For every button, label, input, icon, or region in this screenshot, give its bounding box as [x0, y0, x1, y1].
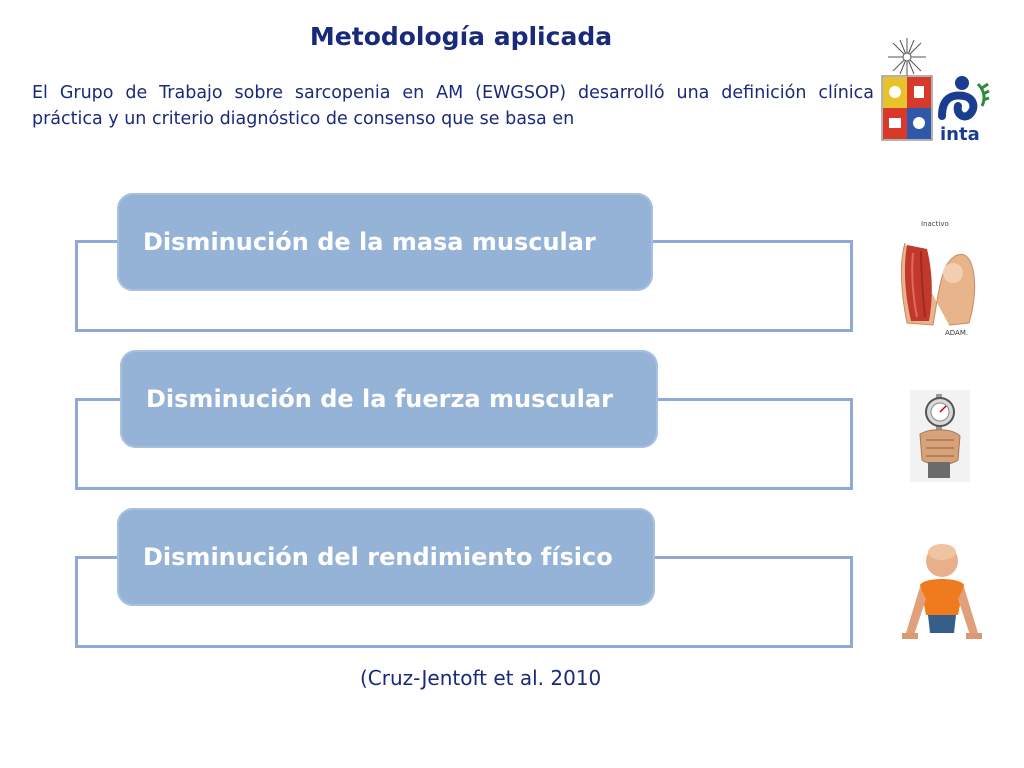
criterion-label-2: Disminución de la fuerza muscular [146, 385, 613, 413]
criterion-box-2 [120, 350, 658, 448]
inta-logo-text: inta [940, 124, 980, 145]
criterion-box-1 [117, 193, 653, 291]
adam-credit: ADAM. [945, 329, 969, 337]
criterion-label-1: Disminución de la masa muscular [143, 228, 596, 256]
arm-caption: Inactivo [921, 220, 949, 228]
university-shield-logo [878, 36, 936, 144]
pushup-man-image [894, 537, 986, 647]
hand-dynamometer-image [910, 390, 970, 482]
citation: (Cruz-Jentoft et al. 2010 [360, 666, 602, 690]
intro-paragraph: El Grupo de Trabajo sobre sarcopenia en AM (EWGSOP) desarrolló una definición clínica práctica y un criterio diagnóstico de consenso que se basa en [32, 83, 874, 129]
criterion-box-3 [117, 508, 655, 606]
page-title: Metodología aplicada [309, 22, 613, 51]
arm-muscle-image [893, 213, 985, 341]
criterion-label-3: Disminución del rendimiento físico [143, 543, 613, 571]
